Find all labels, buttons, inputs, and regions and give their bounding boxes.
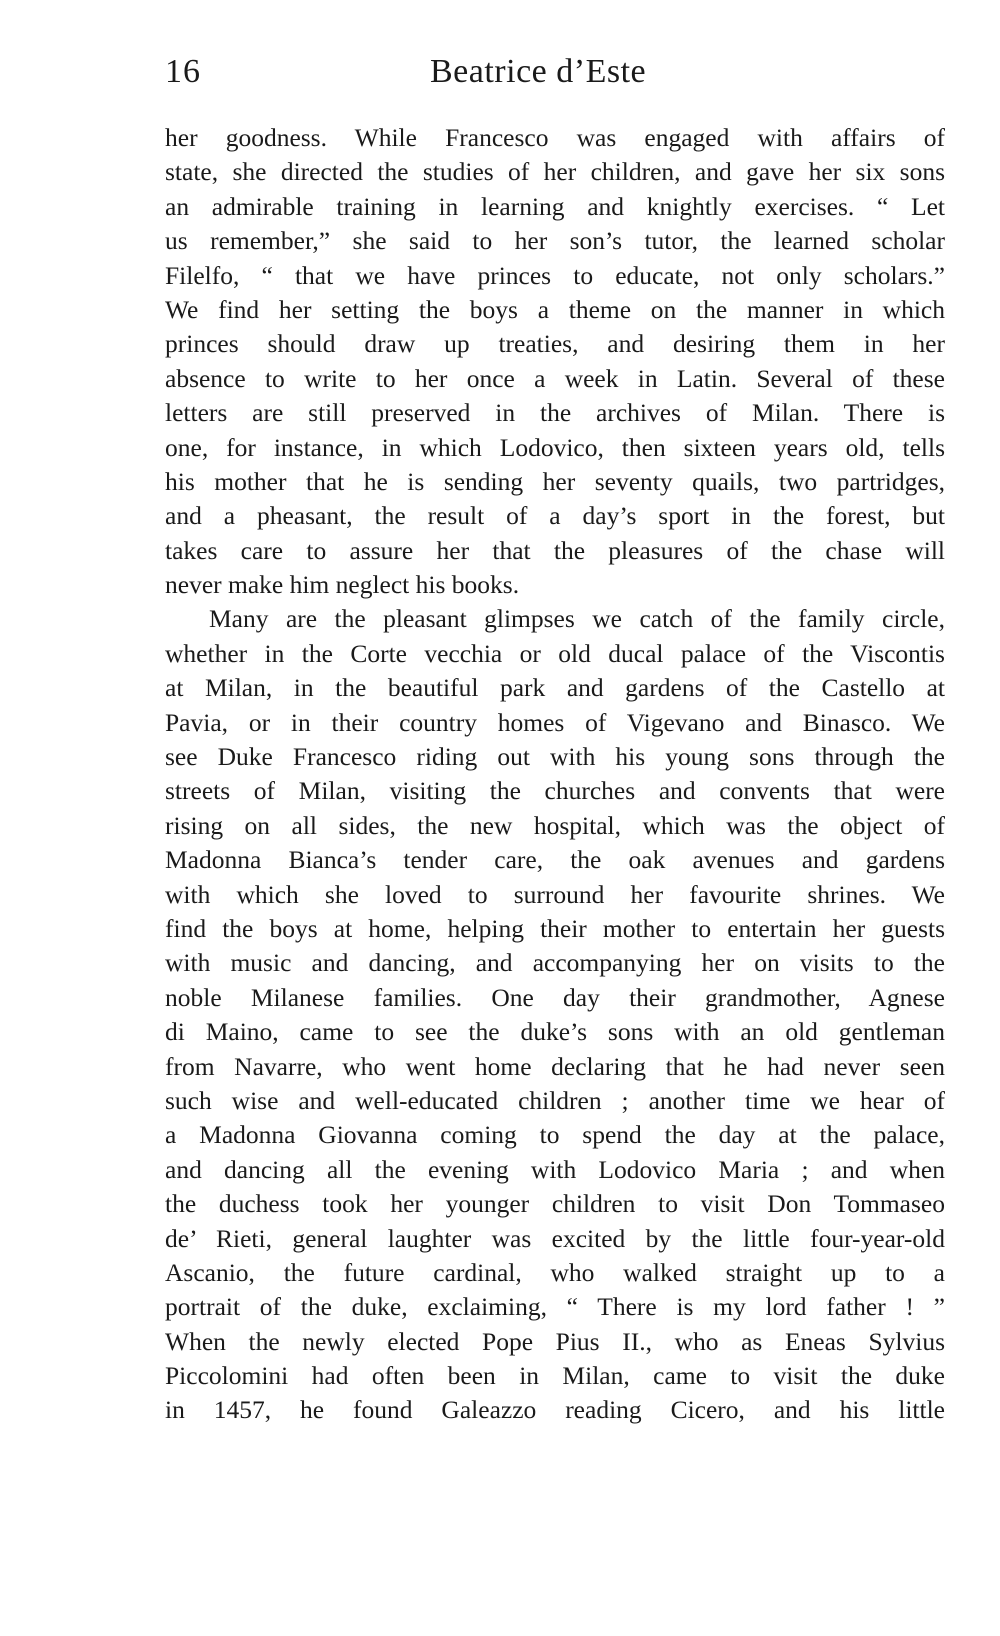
- text-line: We find her setting the boys a theme on the manner in which: [165, 294, 945, 324]
- text-line: us remember,” she said to her son’s tutor, the learned scholar: [165, 226, 945, 256]
- text-line: Piccolomini had often been in Milan, came to visit the duke: [165, 1361, 945, 1391]
- text-line: with music and dancing, and accompanying her on visits to the: [165, 948, 945, 978]
- text-line: an admirable training in learning and knightly exercises. “ Let: [165, 191, 945, 221]
- text-line: Many are the pleasant glimpses we catch of the family circle,: [209, 604, 945, 634]
- text-line: di Maino, came to see the duke’s sons with an old gentleman: [165, 1017, 945, 1047]
- text-line: the duchess took her younger children to visit Don Tommaseo: [165, 1189, 945, 1219]
- text-line: When the newly elected Pope Pius II., who as Eneas Sylvius: [165, 1326, 945, 1356]
- text-line: Ascanio, the future cardinal, who walked straight up to a: [165, 1257, 945, 1287]
- text-line: state, she directed the studies of her children, and gave her six sons: [165, 157, 945, 187]
- running-title: Beatrice d’Este: [430, 53, 647, 90]
- body-text: [165, 121, 945, 1428]
- text-line: from Navarre, who went home declaring that he had never seen: [165, 1051, 945, 1081]
- text-line: princes should draw up treaties, and desiring them in her: [165, 329, 945, 359]
- text-line: portrait of the duke, exclaiming, “ There is my lord father ! ”: [165, 1292, 945, 1322]
- text-line: absence to write to her once a week in Latin. Several of these: [165, 363, 945, 393]
- text-line: find the boys at home, helping their mother to entertain her guests: [165, 913, 945, 943]
- text-line: and a pheasant, the result of a day’s sport in the forest, but: [165, 501, 945, 531]
- text-line: in 1457, he found Galeazzo reading Cicero, and his little: [165, 1395, 945, 1425]
- text-line: noble Milanese families. One day their grandmother, Agnese: [165, 982, 945, 1012]
- text-line: letters are still preserved in the archives of Milan. There is: [165, 398, 945, 428]
- text-line: her goodness. While Francesco was engaged with affairs of: [165, 123, 945, 152]
- text-line: Filelfo, “ that we have princes to educate, not only scholars.”: [165, 260, 945, 290]
- page-number: 16: [165, 53, 201, 90]
- text-line: see Duke Francesco riding out with his young sons through the: [165, 742, 945, 772]
- text-line: his mother that he is sending her seventy quails, two partridges,: [165, 466, 945, 496]
- text-line: a Madonna Giovanna coming to spend the day at the palace,: [165, 1120, 945, 1150]
- text-line: de’ Rieti, general laughter was excited by the little four-year-old: [165, 1223, 945, 1253]
- text-line: Madonna Bianca’s tender care, the oak avenues and gardens: [165, 845, 945, 875]
- paragraph-2: [165, 602, 945, 1427]
- running-head: [165, 46, 945, 98]
- text-line: Pavia, or in their country homes of Vigevano and Binasco. We: [165, 707, 945, 737]
- text-line: and dancing all the evening with Lodovico Maria ; and when: [165, 1154, 945, 1184]
- text-line: one, for instance, in which Lodovico, then sixteen years old, tells: [165, 432, 945, 462]
- text-line: such wise and well-educated children ; another time we hear of: [165, 1085, 945, 1115]
- text-line: at Milan, in the beautiful park and gardens of the Castello at: [165, 673, 945, 703]
- paragraph-1: [165, 121, 945, 602]
- text-line: rising on all sides, the new hospital, which was the object of: [165, 810, 945, 840]
- text-line: streets of Milan, visiting the churches and convents that were: [165, 776, 945, 806]
- text-line: with which she loved to surround her favourite shrines. We: [165, 879, 945, 909]
- text-line: whether in the Corte vecchia or old ducal palace of the Viscontis: [165, 638, 945, 668]
- text-line: never make him neglect his books.: [165, 570, 520, 600]
- text-line: takes care to assure her that the pleasures of the chase will: [165, 535, 945, 565]
